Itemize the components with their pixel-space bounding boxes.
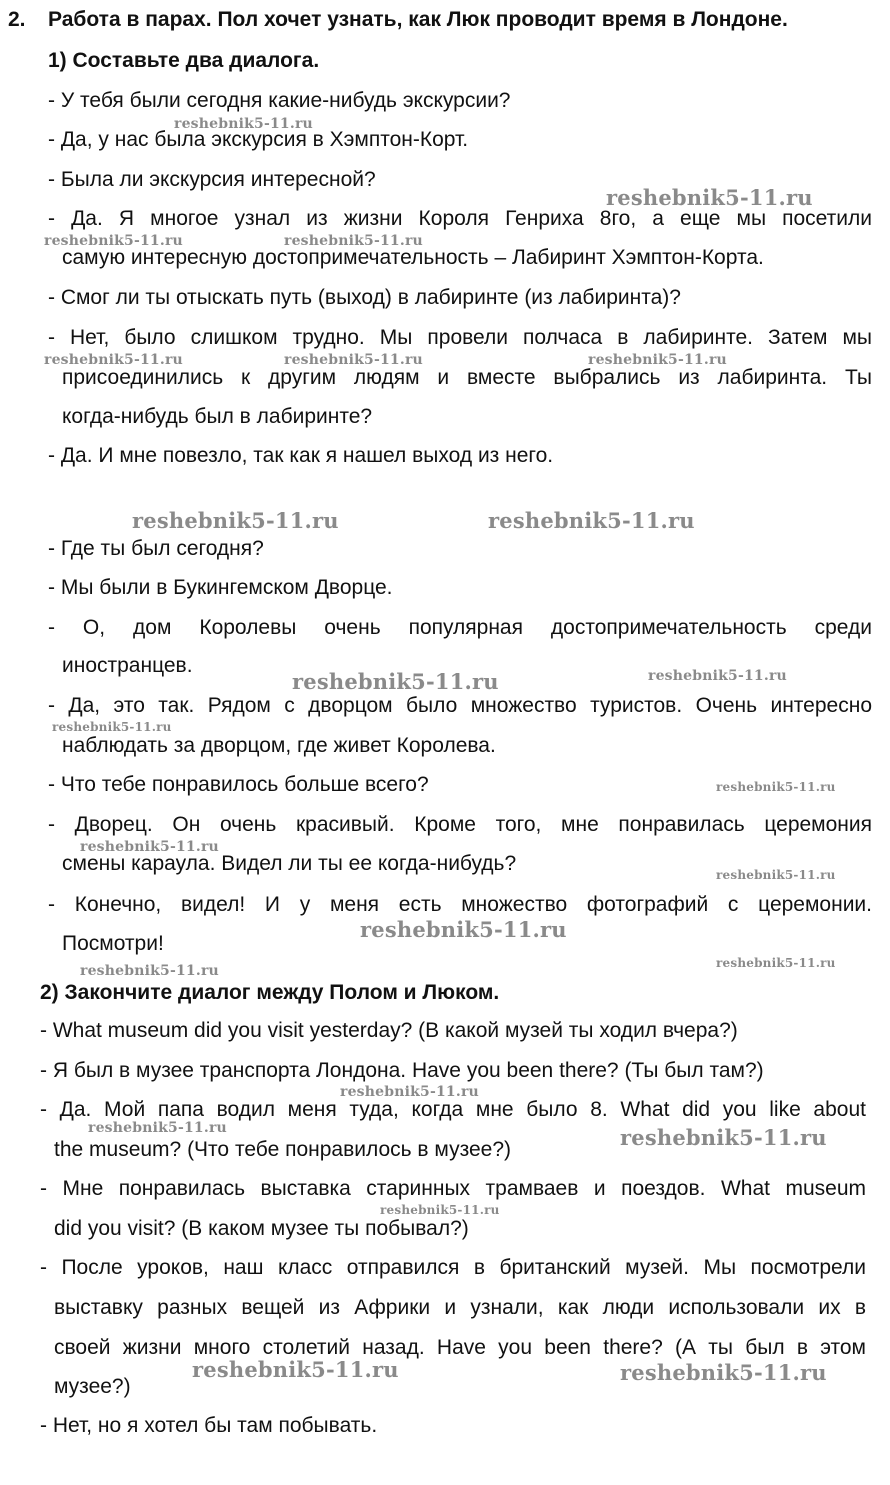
dialogue3-line: - После уроков, наш класс отправился в британский музей. Мы посмотрели bbox=[40, 1256, 866, 1279]
dialogue1-line: - Смог ли ты отыскать путь (выход) в лабиринте (из лабиринта)? bbox=[48, 286, 681, 309]
dialogue1-line: - Да. Я многое узнал из жизни Короля Генриха 8го, а еще мы посетили bbox=[48, 207, 872, 230]
part1-heading: 1) Составьте два диалога. bbox=[48, 49, 320, 72]
watermark: reshebnik5-11.ru bbox=[88, 1120, 227, 1136]
task-title: Работа в парах. Пол хочет узнать, как Люк проводит время в Лондоне. bbox=[48, 8, 788, 31]
dialogue2-line: - Мы были в Букингемском Дворце. bbox=[48, 576, 393, 599]
dialogue3-line: the museum? (Что тебе понравилось в музее?) bbox=[54, 1138, 512, 1161]
dialogue3-line: выставку разных вещей из Африки и узнали, как люди использовали их в bbox=[54, 1296, 866, 1319]
watermark: reshebnik5-11.ru bbox=[174, 116, 313, 132]
dialogue3-line: did you visit? (В каком музее ты побывал?) bbox=[54, 1217, 469, 1240]
dialogue3-line: - What museum did you visit yesterday? (В какой музей ты ходил вчера?) bbox=[40, 1019, 738, 1042]
dialogue3-line: музее?) bbox=[54, 1375, 131, 1398]
watermark: reshebnik5-11.ru bbox=[620, 1125, 827, 1150]
watermark: reshebnik5-11.ru bbox=[340, 1084, 479, 1100]
dialogue2-line: смены караула. Видел ли ты ее когда-нибудь? bbox=[62, 852, 517, 875]
watermark: reshebnik5-11.ru bbox=[380, 1203, 500, 1217]
dialogue2-line: Посмотри! bbox=[62, 932, 164, 955]
dialogue3-line: своей жизни много столетий назад. Have you been there? (А ты был в этом bbox=[54, 1336, 866, 1359]
dialogue1-line: самую интересную достопримечательность – Лабиринт Хэмптон-Корта. bbox=[62, 246, 764, 269]
dialogue2-line: - Конечно, видел! И у меня есть множество фотографий с церемонии. bbox=[48, 893, 872, 916]
dialogue2-line: наблюдать за дворцом, где живет Королева. bbox=[62, 734, 496, 757]
part2-heading: 2) Закончите диалог между Полом и Люком. bbox=[40, 981, 500, 1004]
watermark: reshebnik5-11.ru bbox=[716, 780, 836, 794]
watermark: reshebnik5-11.ru bbox=[488, 508, 695, 533]
watermark: reshebnik5-11.ru bbox=[132, 508, 339, 533]
watermark: reshebnik5-11.ru bbox=[284, 352, 423, 368]
watermark: reshebnik5-11.ru bbox=[648, 668, 787, 684]
watermark: reshebnik5-11.ru bbox=[44, 233, 183, 249]
dialogue2-line: - О, дом Королевы очень популярная достопримечательность среди bbox=[48, 616, 872, 639]
watermark: reshebnik5-11.ru bbox=[292, 669, 499, 694]
dialogue2-line: - Дворец. Он очень красивый. Кроме того, мне понравилась церемония bbox=[48, 813, 872, 836]
watermark: reshebnik5-11.ru bbox=[588, 352, 727, 368]
dialogue1-line: - Да. И мне повезло, так как я нашел выход из него. bbox=[48, 444, 554, 467]
dialogue2-line: - Где ты был сегодня? bbox=[48, 537, 264, 560]
dialogue1-line: присоединились к другим людям и вместе выбрались из лабиринта. Ты bbox=[62, 366, 872, 389]
dialogue1-line: когда-нибудь был в лабиринте? bbox=[62, 405, 373, 428]
watermark: reshebnik5-11.ru bbox=[620, 1360, 827, 1385]
dialogue2-line: - Да, это так. Рядом с дворцом было множество туристов. Очень интересно bbox=[48, 694, 872, 717]
dialogue2-line: иностранцев. bbox=[62, 654, 193, 677]
watermark: reshebnik5-11.ru bbox=[606, 185, 813, 210]
dialogue3-line: - Да. Мой папа водил меня туда, когда мне было 8. What did you like about bbox=[40, 1098, 866, 1121]
dialogue3-line: - Нет, но я хотел бы там побывать. bbox=[40, 1414, 378, 1437]
watermark: reshebnik5-11.ru bbox=[52, 720, 172, 734]
watermark: reshebnik5-11.ru bbox=[80, 839, 219, 855]
dialogue1-line: - У тебя были сегодня какие-нибудь экскурсии? bbox=[48, 89, 511, 112]
dialogue1-line: - Нет, было слишком трудно. Мы провели полчаса в лабиринте. Затем мы bbox=[48, 326, 872, 349]
watermark: reshebnik5-11.ru bbox=[284, 233, 423, 249]
watermark: reshebnik5-11.ru bbox=[360, 917, 567, 942]
watermark: reshebnik5-11.ru bbox=[716, 868, 836, 882]
task-number: 2. bbox=[8, 8, 26, 31]
watermark: reshebnik5-11.ru bbox=[192, 1357, 399, 1382]
dialogue3-line: - Мне понравилась выставка старинных трамваев и поездов. What museum bbox=[40, 1177, 866, 1200]
watermark: reshebnik5-11.ru bbox=[716, 956, 836, 970]
dialogue1-line: - Была ли экскурсия интересной? bbox=[48, 168, 376, 191]
dialogue2-line: - Что тебе понравилось больше всего? bbox=[48, 773, 429, 796]
dialogue1-line: - Да, у нас была экскурсия в Хэмптон-Корт. bbox=[48, 128, 469, 151]
watermark: reshebnik5-11.ru bbox=[80, 963, 219, 979]
dialogue3-line: - Я был в музее транспорта Лондона. Have you been there? (Ты был там?) bbox=[40, 1059, 764, 1082]
watermark: reshebnik5-11.ru bbox=[44, 352, 183, 368]
